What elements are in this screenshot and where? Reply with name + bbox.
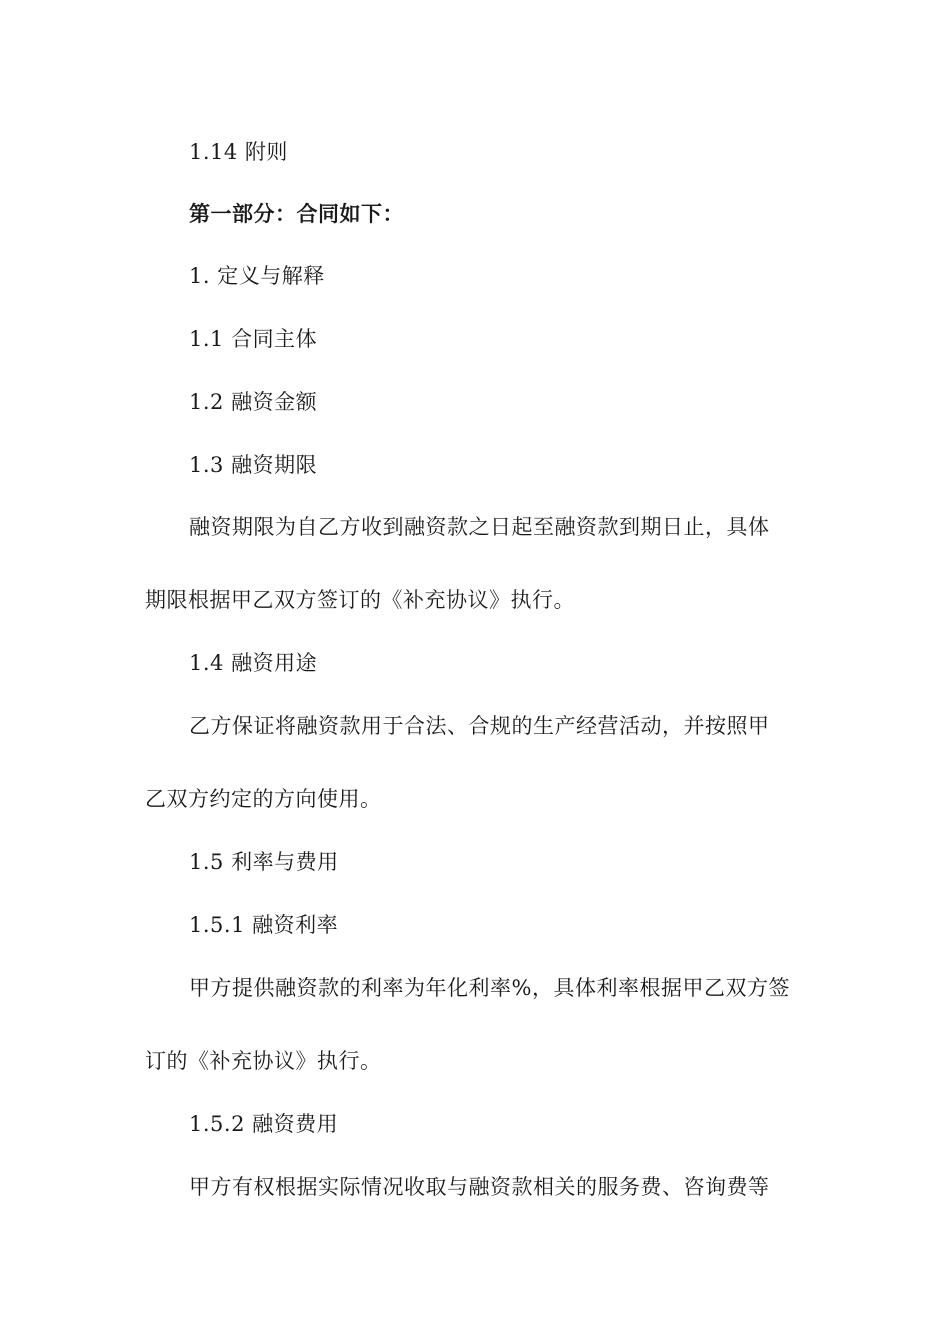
section-heading-1-1: 1.1 合同主体 (189, 327, 318, 351)
part-heading: 第一部分：合同如下： (189, 202, 404, 226)
section-heading-1-3: 1.3 融资期限 (189, 453, 318, 477)
section-heading-1-5-1: 1.5.1 融资利率 (189, 913, 339, 937)
paragraph-line: 融资期限为自乙方收到融资款之日起至融资款到期日止，具体 (189, 515, 770, 539)
paragraph-line: 订的《补充协议》执行。 (145, 1049, 382, 1073)
section-heading-1-5: 1.5 利率与费用 (189, 850, 339, 874)
section-heading-1-5-2: 1.5.2 融资费用 (189, 1112, 339, 1136)
section-heading-1-4: 1.4 融资用途 (189, 651, 318, 675)
paragraph-line: 甲方提供融资款的利率为年化利率%，具体利率根据甲乙双方签 (189, 976, 790, 1000)
paragraph-line: 甲方有权根据实际情况收取与融资款相关的服务费、咨询费等 (189, 1175, 770, 1199)
section-heading-1-14: 1.14 附则 (189, 140, 288, 164)
section-heading-1-2: 1.2 融资金额 (189, 390, 318, 414)
paragraph-line: 乙方保证将融资款用于合法、合规的生产经营活动，并按照甲 (189, 714, 770, 738)
paragraph-line: 乙双方约定的方向使用。 (145, 787, 382, 811)
paragraph-line: 期限根据甲乙双方签订的《补充协议》执行。 (145, 588, 575, 612)
section-heading-1: 1. 定义与解释 (189, 264, 325, 288)
